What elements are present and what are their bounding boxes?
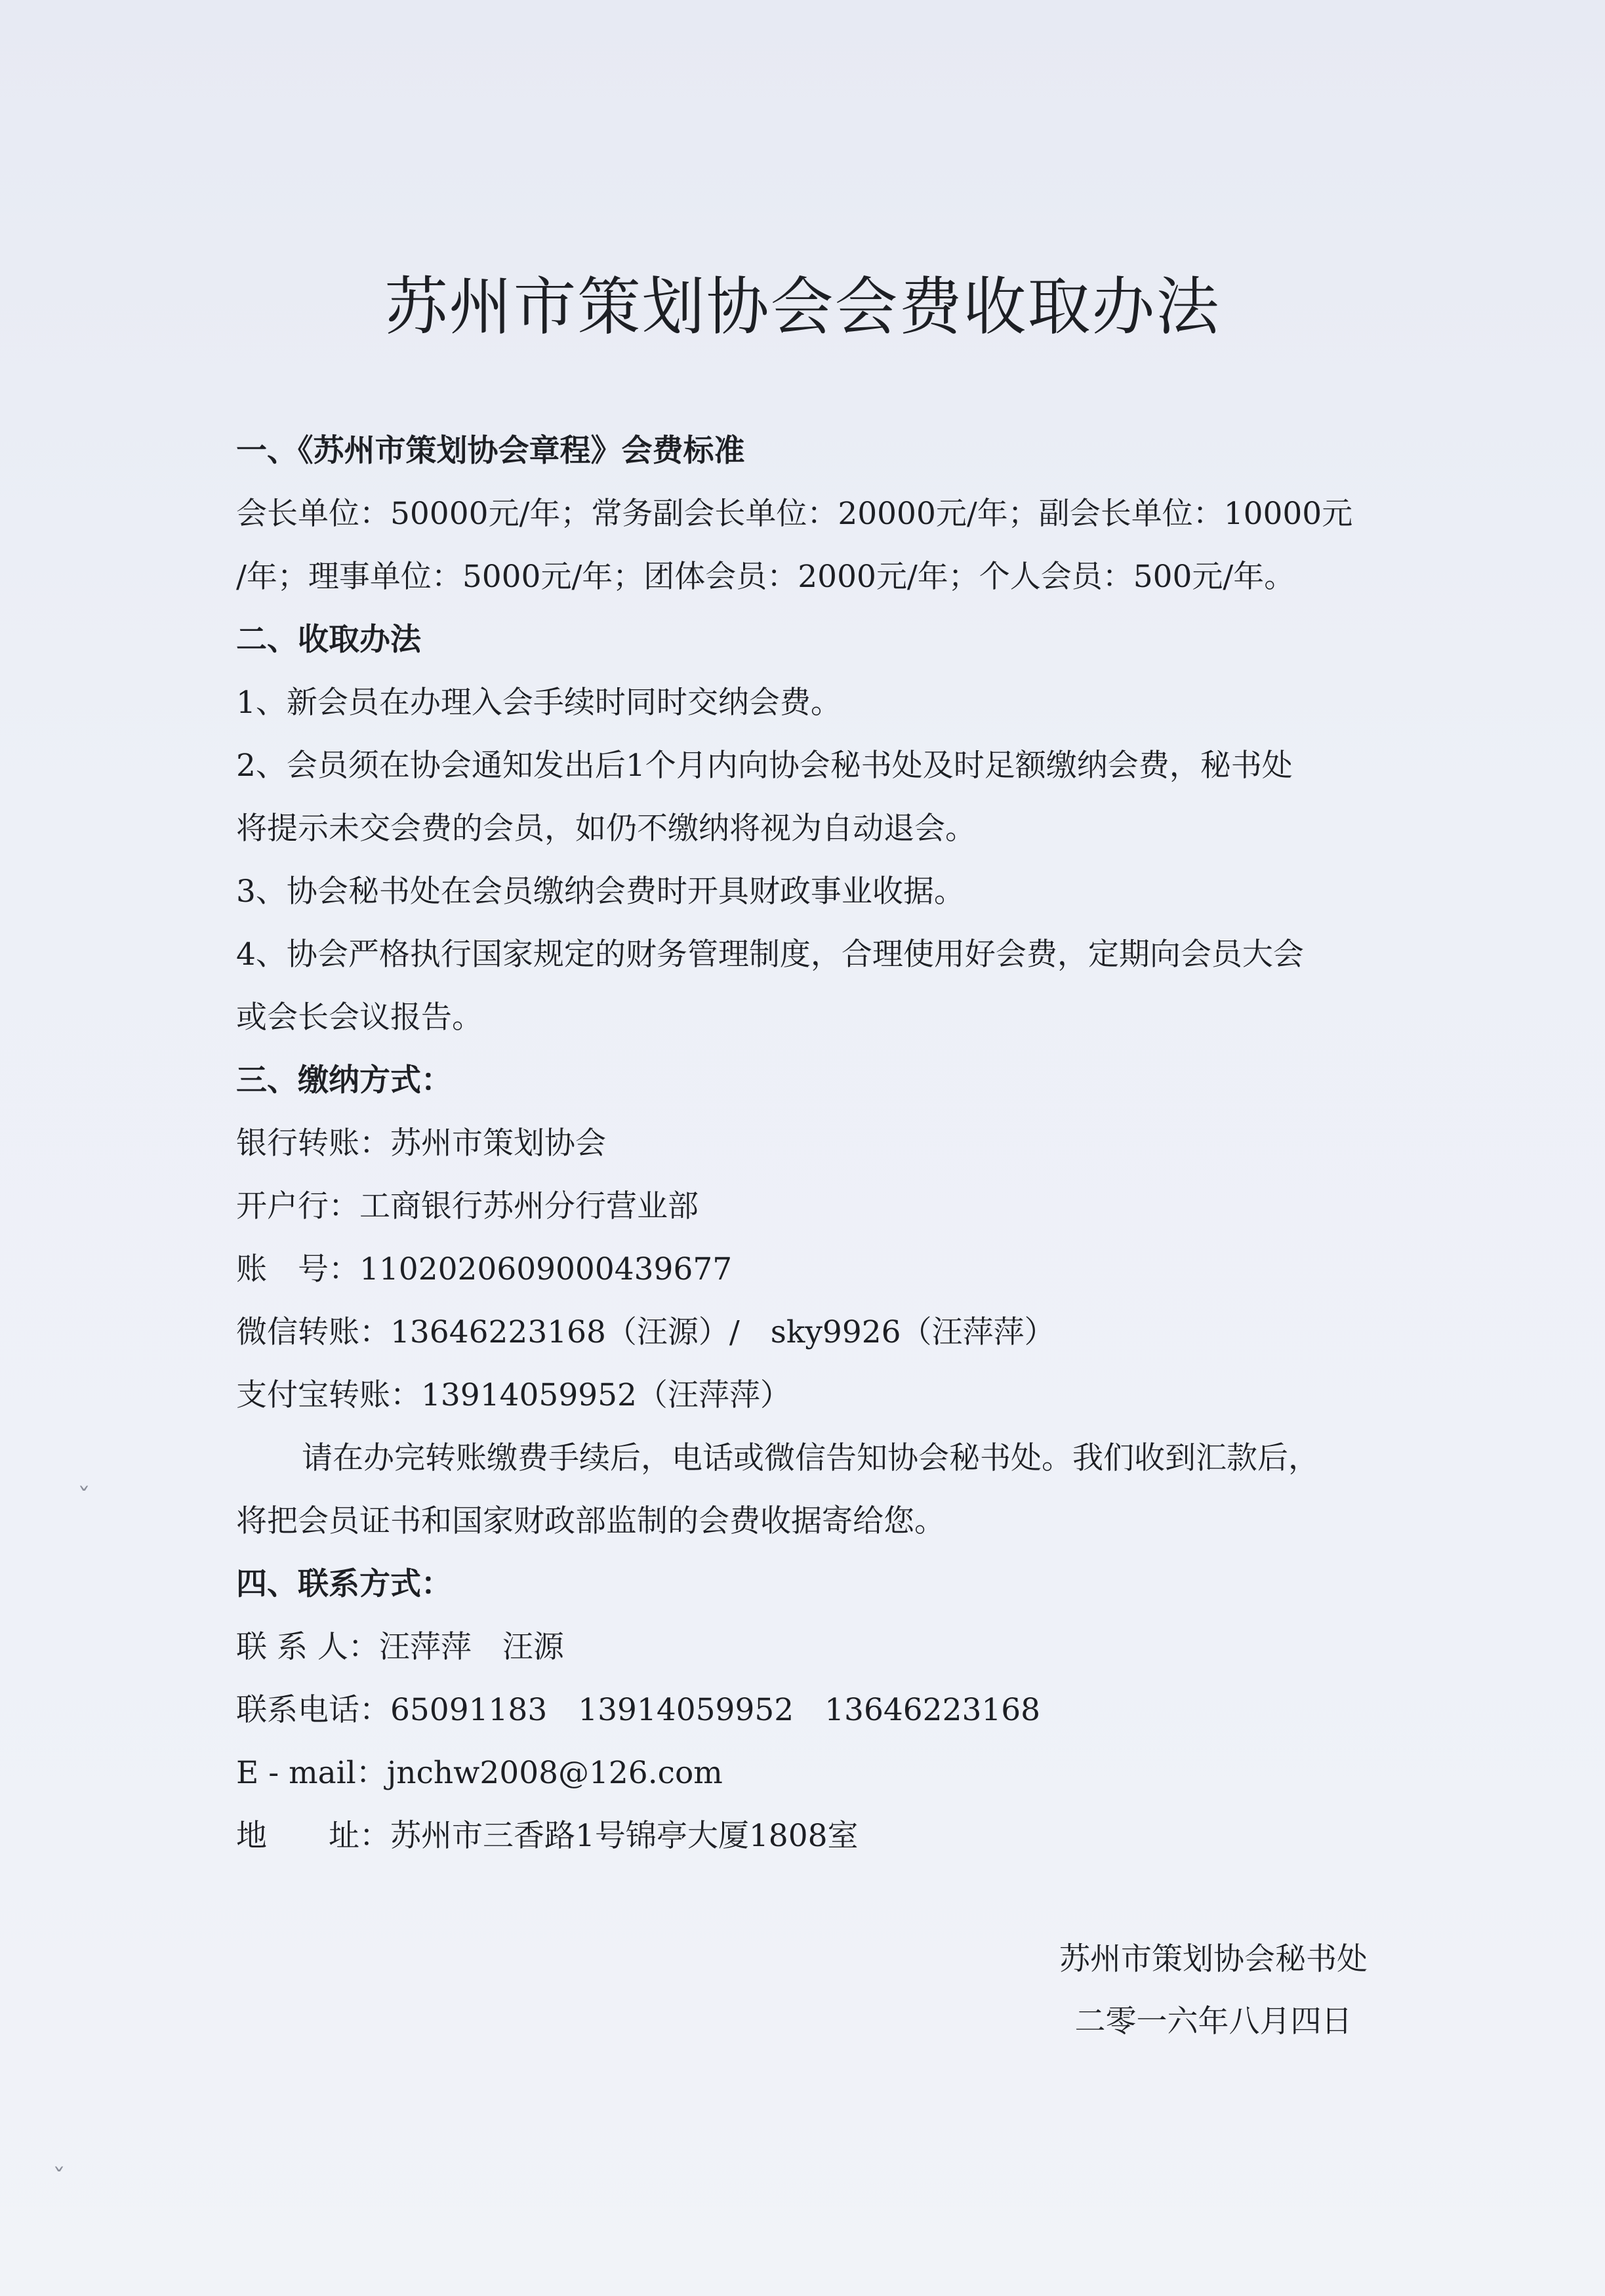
payment-note-line-1: 请在办完转账缴费手续后，电话或微信告知协会秘书处。我们收到汇款后， <box>302 1440 1319 1476</box>
collection-item-4-line-1: 4、协会严格执行国家规定的财务管理制度，合理使用好会费，定期向会员大会 <box>236 937 1304 973</box>
payment-bank-transfer: 银行转账：苏州市策划协会 <box>236 1125 606 1161</box>
document-title: 苏州市策划协会会费收取办法 <box>384 270 1221 344</box>
fee-standard-line-2: /年；理事单位：5000元/年；团体会员：2000元/年；个人会员：500元/年。 <box>236 559 1295 595</box>
collection-item-2-line-2: 将提示未交会费的会员，如仍不缴纳将视为自动退会。 <box>236 811 976 847</box>
signature-date: 二零一六年八月四日 <box>1074 2004 1352 2040</box>
payment-alipay: 支付宝转账：13914059952（汪萍萍） <box>236 1377 791 1413</box>
section-1-heading: 一、《苏州市策划协会章程》会费标准 <box>236 433 745 469</box>
collection-item-4-line-2: 或会长会议报告。 <box>236 999 483 1036</box>
payment-note-line-2: 将把会员证书和国家财政部监制的会费收据寄给您。 <box>236 1503 945 1539</box>
section-2-heading: 二、收取办法 <box>236 622 421 658</box>
payment-bank-branch: 开户行：工商银行苏州分行营业部 <box>236 1188 699 1224</box>
payment-wechat: 微信转账：13646223168（汪源）/ sky9926（汪萍萍） <box>236 1314 1055 1350</box>
collection-item-1: 1、新会员在办理入会手续时同时交纳会费。 <box>236 685 842 721</box>
payment-account-number: 账 号：1102020609000439677 <box>236 1251 733 1287</box>
document-body <box>236 420 1377 1868</box>
signature-organization: 苏州市策划协会秘书处 <box>1059 1941 1368 1977</box>
contact-person: 联 系 人：汪萍萍 汪源 <box>236 1629 564 1665</box>
contact-phone: 联系电话：65091183 13914059952 13646223168 <box>236 1692 1041 1728</box>
contact-email: E - mail：jnchw2008@126.com <box>236 1755 723 1791</box>
scan-speck: ˇ <box>77 1483 91 1514</box>
scan-speck: ˇ <box>52 2164 66 2194</box>
section-3-heading: 三、缴纳方式： <box>236 1062 452 1098</box>
contact-address: 地 址：苏州市三香路1号锦亭大厦1808室 <box>236 1818 859 1854</box>
collection-item-3: 3、协会秘书处在会员缴纳会费时开具财政事业收据。 <box>236 874 965 910</box>
collection-item-2-line-1: 2、会员须在协会通知发出后1个月内向协会秘书处及时足额缴纳会费，秘书处 <box>236 748 1293 784</box>
section-4-heading: 四、联系方式： <box>236 1566 452 1602</box>
fee-standard-line-1: 会长单位：50000元/年；常务副会长单位：20000元/年；副会长单位：10000元 <box>236 496 1353 532</box>
